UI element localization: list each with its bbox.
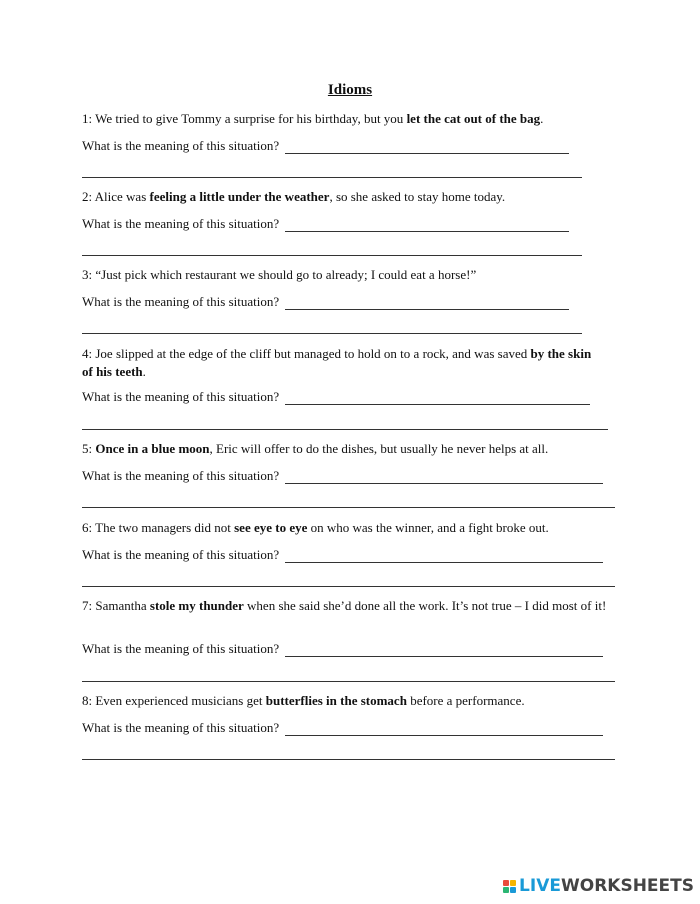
idiom-sentence: 1: We tried to give Tommy a surprise for his birthday, but you let the cat out of the bag. (82, 111, 544, 126)
meaning-question: What is the meaning of this situation? (82, 468, 603, 484)
idiom-sentence: 4: Joe slipped at the edge of the cliff but managed to hold on to a rock, and was saved by the skin of his teeth. (82, 346, 592, 379)
answer-line[interactable] (285, 721, 603, 736)
idiom-highlight: Once in a blue moon (95, 441, 210, 456)
idiom-highlight: let the cat out of the bag (406, 111, 541, 126)
question-item-5 (82, 440, 617, 483)
idiom-sentence: 6: The two managers did not see eye to eye on who was the winner, and a fight broke out. (82, 520, 549, 535)
idiom-sentence: 8: Even experienced musicians get butterflies in the stomach before a performance. (82, 693, 525, 708)
meaning-question: What is the meaning of this situation? (82, 389, 590, 405)
answer-line-2[interactable] (82, 586, 615, 587)
question-item-6 (82, 519, 617, 562)
idiom-sentence: 7: Samantha stole my thunder when she said she’d done all the work. It’s not true – I did most of it! (82, 598, 607, 613)
idiom-highlight: stole my thunder (149, 598, 244, 613)
answer-line[interactable] (285, 642, 603, 657)
question-item-2 (82, 188, 617, 231)
question-item-7 (82, 597, 612, 656)
answer-line-2[interactable] (82, 681, 615, 682)
answer-line-2[interactable] (82, 507, 615, 508)
meaning-question: What is the meaning of this situation? (82, 216, 569, 232)
answer-line[interactable] (285, 217, 569, 232)
answer-line-2[interactable] (82, 177, 582, 178)
meaning-question: What is the meaning of this situation? (82, 641, 603, 657)
question-item-4 (82, 345, 602, 404)
meaning-question: What is the meaning of this situation? (82, 138, 569, 154)
answer-line-2[interactable] (82, 255, 582, 256)
liveworksheets-logo: LIVE WORKSHEETS (503, 876, 694, 896)
idiom-highlight: see eye to eye (234, 520, 308, 535)
idiom-highlight: butterflies in the stomach (265, 693, 407, 708)
answer-line-2[interactable] (82, 759, 615, 760)
idiom-sentence: 3: “Just pick which restaurant we should go to already; I could eat a horse!” (82, 267, 477, 282)
logo-grid-icon (503, 880, 516, 893)
idiom-highlight: by the skin of his teeth (82, 346, 592, 379)
question-item-8 (82, 692, 617, 735)
idiom-highlight: feeling a little under the weather (149, 189, 330, 204)
idiom-sentence: 5: Once in a blue moon, Eric will offer to do the dishes, but usually he never helps at all. (82, 441, 549, 456)
answer-line[interactable] (285, 469, 603, 484)
meaning-question: What is the meaning of this situation? (82, 547, 603, 563)
answer-line[interactable] (285, 548, 603, 563)
answer-line-2[interactable] (82, 429, 608, 430)
answer-line[interactable] (285, 295, 569, 310)
answer-line[interactable] (285, 390, 590, 405)
answer-line-2[interactable] (82, 333, 582, 334)
question-item-1 (82, 110, 617, 153)
answer-line[interactable] (285, 139, 569, 154)
question-item-3 (82, 266, 617, 309)
idiom-sentence: 2: Alice was feeling a little under the weather, so she asked to stay home today. (82, 189, 506, 204)
meaning-question: What is the meaning of this situation? (82, 294, 569, 310)
meaning-question: What is the meaning of this situation? (82, 720, 603, 736)
worksheet-title: Idioms (327, 82, 373, 98)
